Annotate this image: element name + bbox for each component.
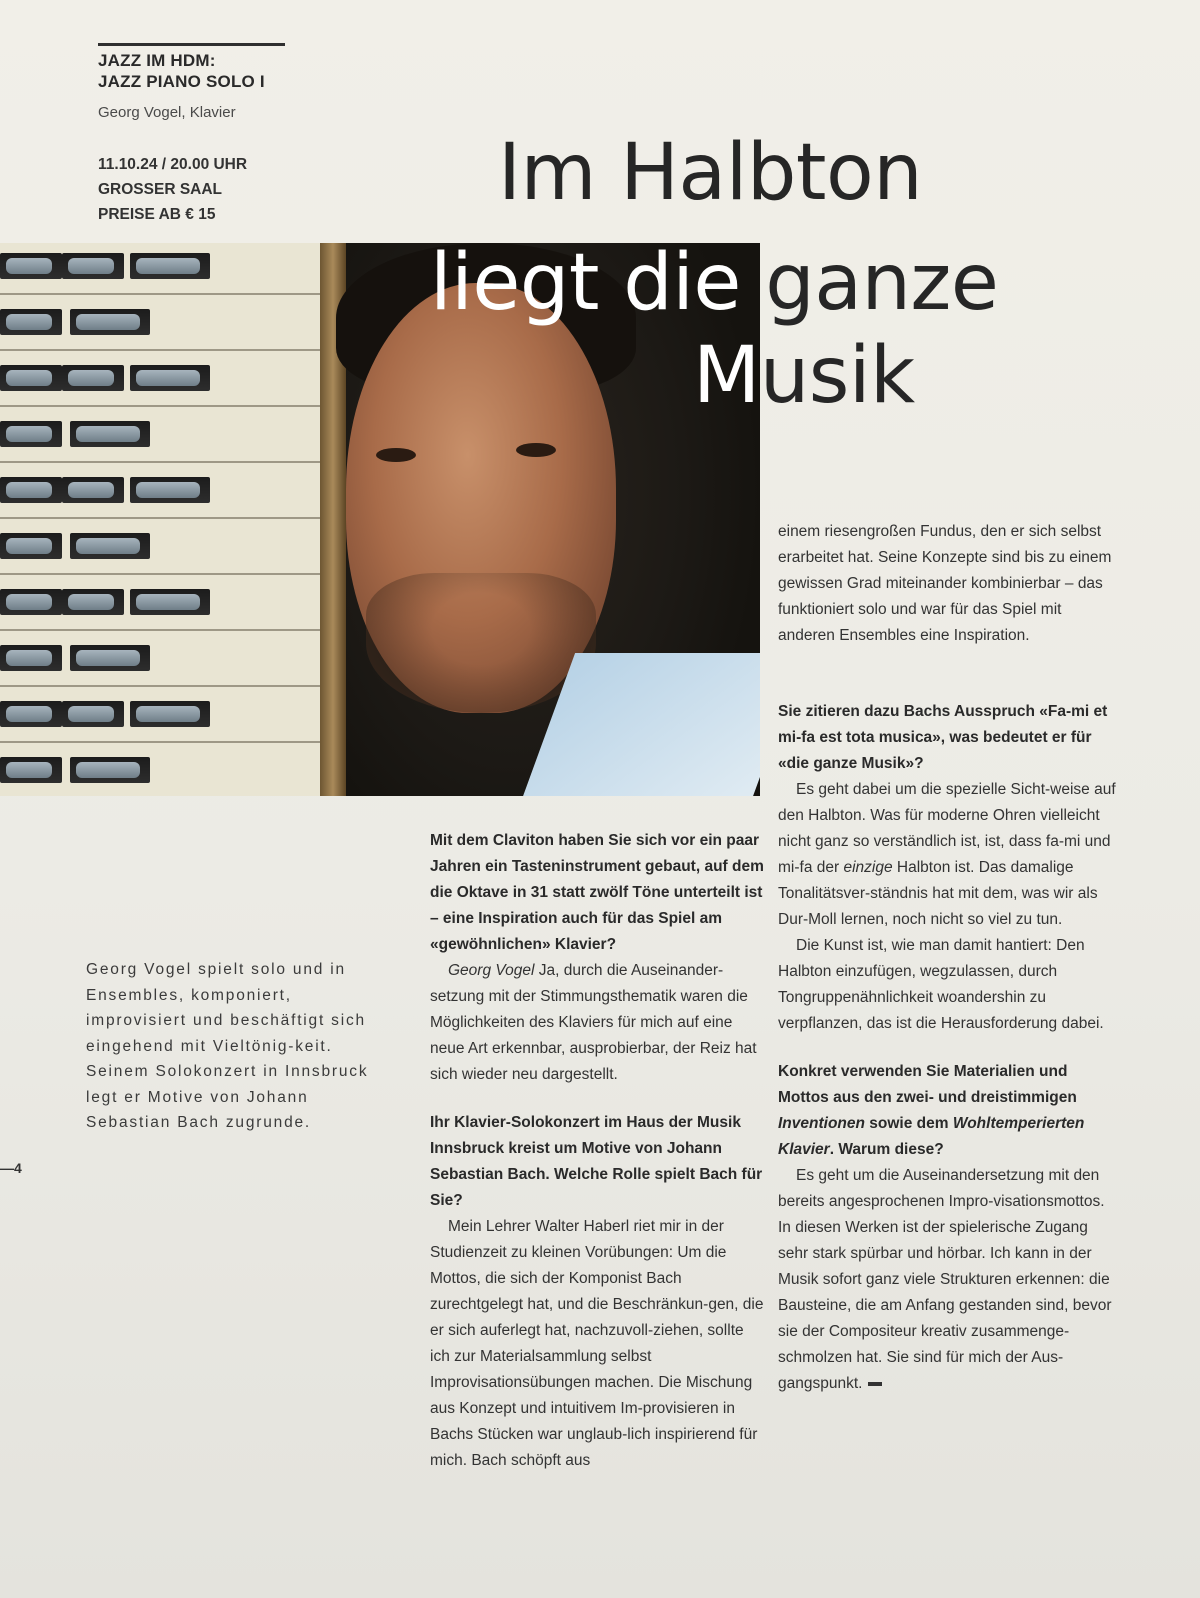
white-key-divider — [0, 405, 320, 407]
event-details — [98, 152, 247, 227]
article-column-1 — [430, 828, 765, 1474]
answer-4-text: Es geht um die Auseinandersetzung mit den bereits angesprochenen Impro-visationsmottos. In diesen Werken ist der spielerische Zugang sehr stark spürbar und hörbar. Ich kann in der Musik sofort ganz viele Strukturen erkennen: die Bausteine, die am Anfang gestanden sind, bevor sie der Compositeur kreativ zusammenge-schmolzen hat. Sie sind für mich der Aus-gangspunkt. — [778, 1167, 1112, 1392]
black-key — [130, 701, 210, 727]
article-end-mark — [868, 1382, 882, 1386]
answer-2: Mein Lehrer Walter Haberl riet mir in der Studienzeit zu kleinen Vorübungen: Um die Mottos, die sich der Komponist Bach zurechtgelegt hat, und die Beschränkun-gen, die er sich auferlegt hat, nachzuvoll-ziehen, sollte ich zur Materialsammlung selbst Improvisationsübungen machen. Die Mischung aus Konzept und intuitivem Im-provisieren in Bachs Stücken war unglaub-lich inspirierend für mich. Bach schöpft aus — [430, 1218, 764, 1469]
black-key — [130, 477, 210, 503]
white-key-divider — [0, 517, 320, 519]
black-key — [62, 365, 124, 391]
question-4-text-b: sowie dem — [864, 1115, 953, 1132]
question-1: Mit dem Claviton haben Sie sich vor ein paar Jahren ein Tasteninstrument gebaut, auf dem die Oktave in 31 statt zwölf Töne unterteilt ist – eine Inspiration auch für das Spiel am «gewöhnlichen» Klavier? — [430, 832, 764, 953]
white-key-divider — [0, 741, 320, 743]
white-key-divider — [0, 461, 320, 463]
question-4-text-c: . Warum diese? — [829, 1141, 944, 1158]
white-key-divider — [0, 629, 320, 631]
headline-line-3 — [693, 328, 915, 424]
event-performer: Georg Vogel, Klavier — [98, 104, 236, 121]
answer-3-text-a: Es geht dabei um die spezielle Sicht-weise auf den Halbton. Was für moderne Ohren vielleicht nicht ganz so verständlich ist, ist, dass fa-mi und mi-fa der — [778, 781, 1116, 876]
article-column-2-top — [778, 519, 1118, 649]
event-title-line-1: JAZZ IM HDM: — [98, 51, 216, 70]
answer-3-text-b: Halbton ist. Das damalige Tonalitätsver-ständnis hat mit dem, was wir als Dur-Moll lernen, noch nicht so viel zu tun. — [778, 859, 1098, 928]
black-key — [0, 253, 62, 279]
event-venue: GROSSER SAAL — [98, 181, 223, 198]
photo-caption: Georg Vogel spielt solo und in Ensembles, komponiert, improvisiert und beschäftigt sich eingehend mit Vieltönig-keit. Seinem Solokonzert in Innsbruck legt er Motive von Johann Sebastian Bach zugrunde. — [86, 961, 369, 1131]
black-key — [70, 757, 150, 783]
question-4-text-a: Konkret verwenden Sie Materialien und Mottos aus den zwei- und dreistimmigen — [778, 1063, 1077, 1106]
answer-3-emphasis: einzige — [843, 859, 893, 876]
black-key — [62, 477, 124, 503]
black-key — [0, 645, 62, 671]
event-date-time: 11.10.24 / 20.00 UHR — [98, 156, 248, 173]
event-title-line-2: JAZZ PIANO SOLO I — [98, 72, 265, 91]
black-key — [0, 533, 62, 559]
right-eye — [516, 443, 556, 457]
black-key — [70, 421, 150, 447]
answer-1-text: Ja, durch die Auseinander-setzung mit der Stimmungsthematik waren die Möglichkeiten des Klaviers für mich auf eine neue Art erkennbar, ausprobierbar, der Reiz hat sich wieder neu dargestellt. — [430, 962, 757, 1083]
black-key — [70, 533, 150, 559]
white-key-divider — [0, 349, 320, 351]
black-key — [130, 589, 210, 615]
question-2: Ihr Klavier-Solokonzert im Haus der Musik Innsbruck kreist um Motive von Johann Sebastian Bach. Welche Rolle spielt Bach für Sie? — [430, 1114, 763, 1209]
black-key — [0, 421, 62, 447]
header-rule — [98, 43, 285, 46]
question-4 — [778, 1059, 1118, 1163]
black-key — [0, 309, 62, 335]
black-key — [0, 589, 62, 615]
headline-line-3-dark: usik — [759, 331, 915, 421]
answer-3-continued: Die Kunst ist, wie man damit hantiert: Den Halbton einzufügen, wegzulassen, durch Tongruppenähnlichkeit woandershin zu verpflanzen, das ist die Herausforderung dabei. — [778, 937, 1104, 1032]
black-key — [62, 589, 124, 615]
answer-3 — [778, 777, 1118, 933]
headline-line-2-dark: ganze — [765, 238, 999, 328]
headline-line-2 — [430, 235, 998, 331]
answer-1-speaker: Georg Vogel — [448, 962, 535, 979]
answer-2-continued: einem riesengroßen Fundus, den er sich selbst erarbeitet hat. Seine Konzepte sind bis zu einem gewissen Grad miteinander kombinierbar – das funktioniert solo und war für das Spiel mit anderen Ensembles eine Inspiration. — [778, 523, 1112, 644]
black-key — [130, 253, 210, 279]
black-key — [70, 645, 150, 671]
claviton-keyboard-image — [0, 243, 345, 796]
left-eye — [376, 448, 416, 462]
headline-line-3-white: M — [693, 331, 760, 421]
question-3: Sie zitieren dazu Bachs Ausspruch «Fa-mi et mi-fa est tota musica», was bedeutet er für «die ganze Musik»? — [778, 703, 1108, 772]
question-4-emphasis-2: Wohltemperierten Klavier — [778, 1115, 1085, 1158]
black-key — [62, 701, 124, 727]
white-key-divider — [0, 685, 320, 687]
black-key — [0, 757, 62, 783]
black-key — [0, 477, 62, 503]
event-title — [98, 50, 398, 92]
black-key — [70, 309, 150, 335]
answer-4 — [778, 1163, 1118, 1397]
article-column-2 — [778, 699, 1118, 1397]
event-price: PREISE AB € 15 — [98, 206, 216, 223]
black-key — [130, 365, 210, 391]
white-key-divider — [0, 573, 320, 575]
white-key-divider — [0, 293, 320, 295]
black-key — [0, 701, 62, 727]
question-4-emphasis-1: Inventionen — [778, 1115, 865, 1132]
black-key — [62, 253, 124, 279]
black-key — [0, 365, 62, 391]
headline-line-2-white: liegt die — [430, 238, 741, 328]
headline-line-1: Im Halbton — [498, 128, 923, 218]
answer-1 — [430, 958, 765, 1088]
page-number: —4 — [0, 1160, 22, 1176]
